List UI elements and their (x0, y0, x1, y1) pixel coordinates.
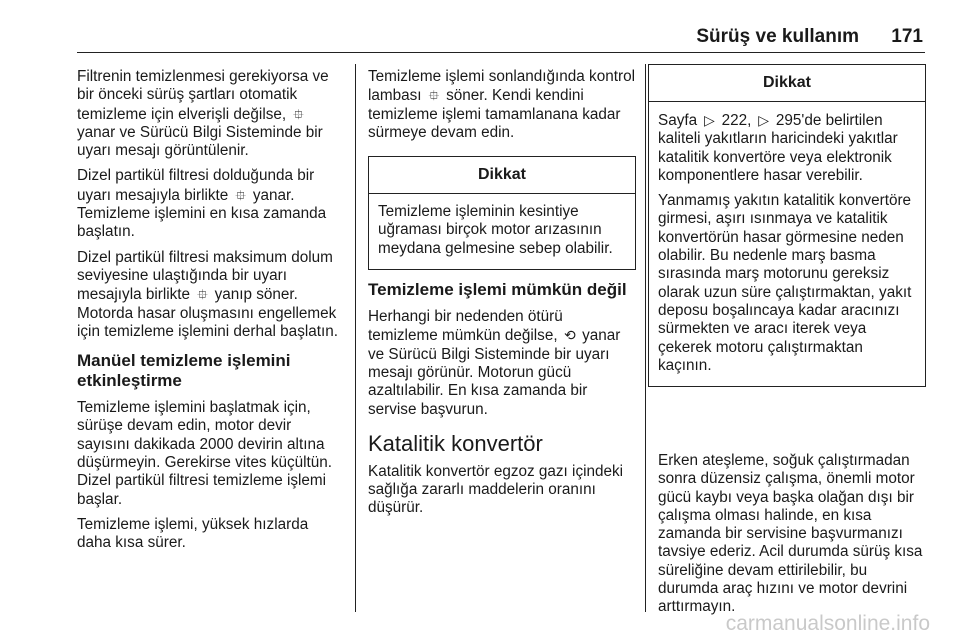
caution-text: Sayfa ▷ 222, ▷ 295'de belirtilen kaliteli yakıtların haricindeki yakıtlar katalitik konvertöre veya elektronik komponentlere hasar verebilir. (658, 112, 898, 184)
chapter-heading: Katalitik konvertör (368, 430, 543, 456)
page-header (77, 26, 925, 53)
dpf-warning-icon: ⯐ (428, 87, 440, 104)
caution-text: Yanmamış yakıtın katalitik konvertöre girmesi, aşırı ısınmaya ve katalitik konvertörün hasar görmesine neden olabilir. Bu nedenle marş basma sırasında marş motorunu gereksiz olarak uzun süre çalıştırmaktan, yakıt deposu boşalıncaya kadar aracınızı sürmekten ve aracı iterek veya çekerek motoru çalıştırmaktan kaçının. (658, 192, 912, 374)
caution-title: Dikkat (369, 157, 635, 194)
column-middle (368, 68, 636, 525)
section-heading: Temizleme işlemi mümkün değil (368, 280, 627, 300)
section-heading: Manüel temizleme işlemini etkinleştirme (77, 351, 291, 391)
reference-arrow-icon: ▷ (758, 112, 770, 128)
caution-title: Dikkat (649, 65, 925, 102)
dpf-warning-icon: ⯐ (197, 286, 208, 303)
check-engine-icon: ⟲ (563, 327, 576, 344)
paragraph: Herhangi bir nedenden ötürü temizleme mümkün değilse, ⟲ yanar ve Sürücü Bilgi Sisteminde bir uyarı mesajı görünür. Motorun gücü azaltılabilir. En kısa zamanda bir servise başvurun. (368, 308, 621, 418)
paragraph: Temizleme işlemi sonlandığında kontrol lambası ⯐ söner. Kendi kendini temizleme işlemi tamamlanana kadar sürmeye devam edin. (368, 68, 635, 141)
column-right (658, 452, 926, 624)
caution-box (648, 64, 926, 387)
reference-arrow-icon: ▷ (703, 112, 715, 128)
dpf-warning-icon: ⯐ (293, 105, 304, 122)
paragraph: Dizel partikül filtresi dolduğunda bir uyarı mesajıyla birlikte ⯐ yanar. Temizleme işlemini en kısa zamanda başlatın. (77, 167, 327, 241)
paragraph: Temizleme işlemini başlatmak için, sürüşe devam edin, motor devir sayısını dakikada 2000 devirin altına düşürmeyin. Gerekirse vites küçültün. Dizel partikül filtresi temizleme işlemi başlar. (77, 399, 333, 508)
page-title: Sürüş ve kullanım (696, 26, 859, 47)
paragraph: Katalitik konvertör egzoz gazı içindeki sağlığa zararlı maddelerin oranını düşürür. (368, 462, 624, 517)
watermark: carmanualsonline.info (725, 612, 930, 635)
dpf-warning-icon: ⯐ (235, 186, 246, 203)
paragraph: Temizleme işlemi, yüksek hızlarda daha kısa sürer. (77, 515, 309, 552)
caution-text: Temizleme işleminin kesintiye uğraması birçok motor arızasının meydana gelmesine sebep olabilir. (378, 203, 613, 257)
page-number: 171 (891, 26, 923, 47)
paragraph: Filtrenin temizlenmesi gerekiyorsa ve bir önceki sürüş şartları otomatik temizleme için elverişli değilse, ⯐ yanar ve Sürücü Bilgi Sisteminde bir uyarı mesajı görüntülenir. (77, 68, 329, 160)
column-left (77, 68, 345, 560)
column-divider (645, 64, 646, 612)
paragraph: Dizel partikül filtresi maksimum dolum seviyesine ulaştığında bir uyarı mesajıyla birlikte ⯐ yanıp söner. Motorda hasar oluşmasını engellemek için temizleme işlemini derhal başlatın. (77, 248, 339, 340)
paragraph: Erken ateşleme, soğuk çalıştırmadan sonra düzensiz çalışma, önemli motor gücü kaybı veya başka olağan dışı bir çalışma olması halinde, en kısa zamanda bir servisine başvurmanızı tavsiye ederiz. Acil durumda sürüş kısa süreliğine devam ettirilebilir, bu durumda araç hızını ve motor devrini arttırmayın. (658, 452, 923, 616)
caution-box (368, 156, 636, 270)
column-divider (355, 64, 356, 612)
